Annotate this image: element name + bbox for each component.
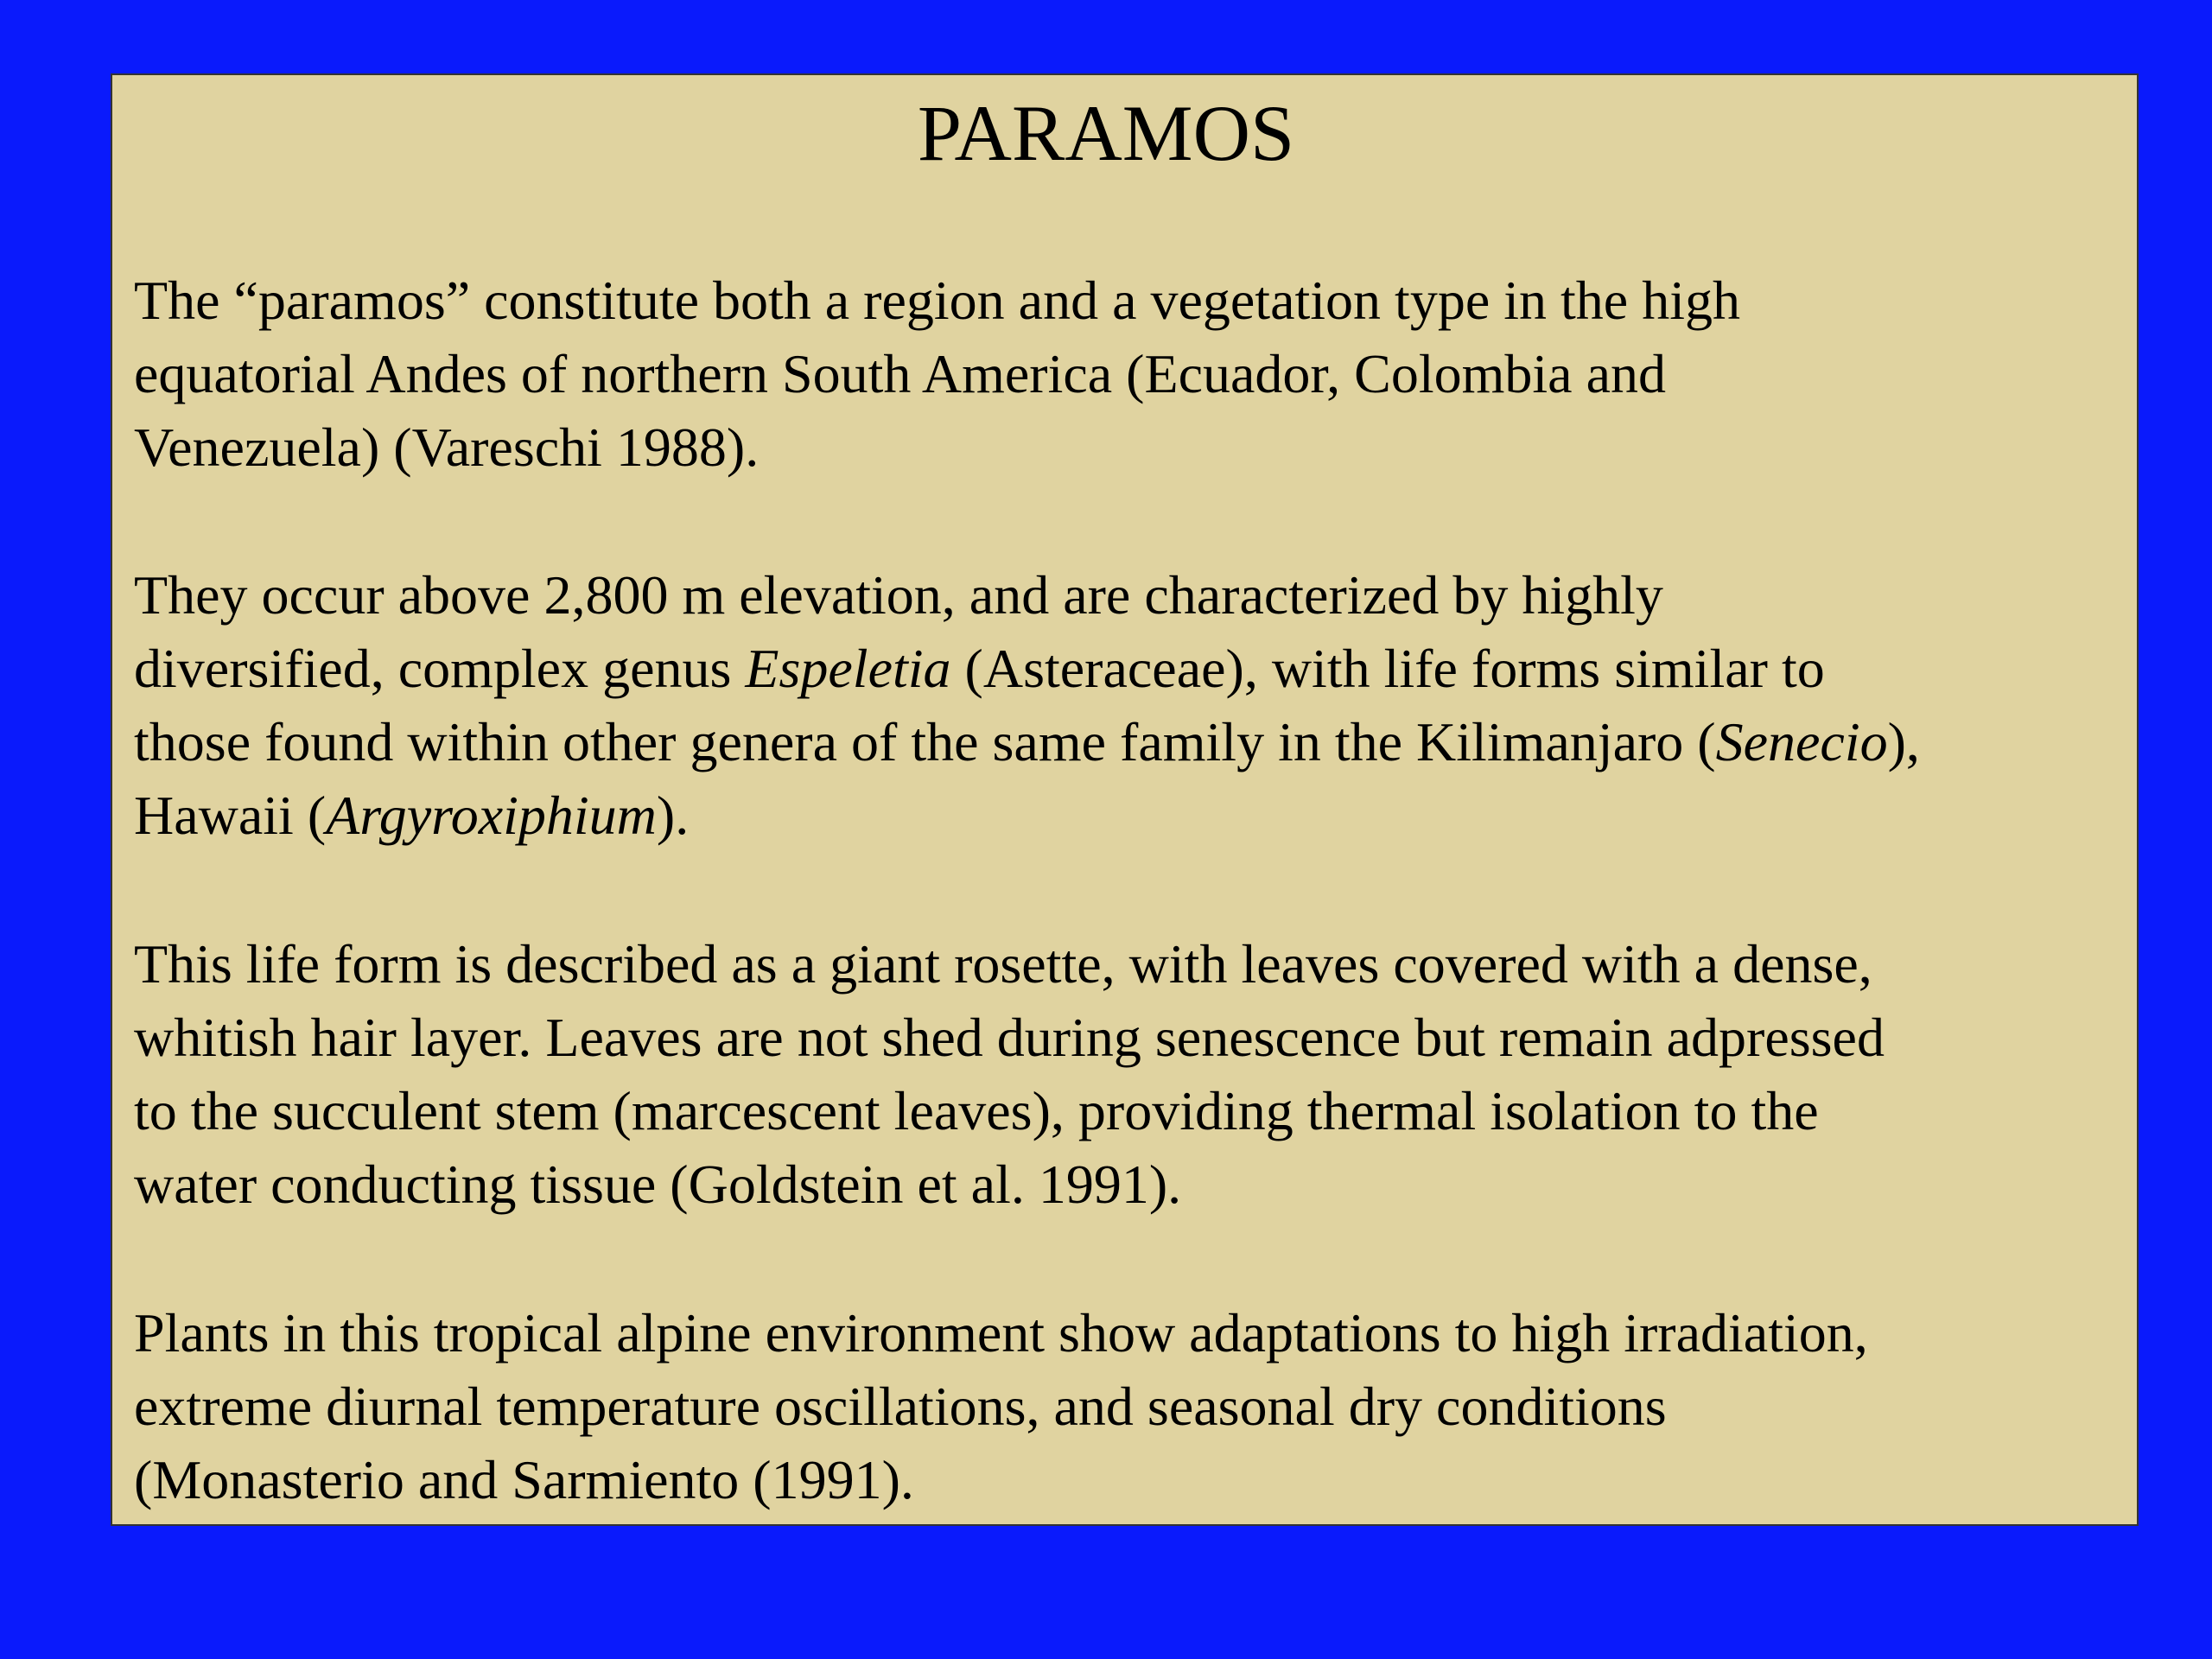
paragraph-life-form [134,927,2139,1221]
genus-name-senecio: Senecio [1715,711,1888,772]
text-run: (Asteraceae), with life forms similar to [950,638,1825,699]
paragraph-line [134,779,2139,852]
paragraph-line [134,705,2139,779]
paragraph-elevation [134,558,2139,852]
slide-title: PARAMOS [917,89,1295,177]
genus-name-espeletia: Espeletia [745,638,951,699]
paragraph-line: equatorial Andes of northern South America (Ecuador, Colombia and [134,343,1666,404]
paragraph-line: to the succulent stem (marcescent leaves), providing thermal isolation to the [134,1080,1819,1141]
text-run: ). [656,785,690,846]
paragraph-line [134,632,2139,705]
paragraph-line: extreme diurnal temperature oscillations, and seasonal dry conditions [134,1376,1667,1437]
paragraph-definition [134,264,2139,484]
paragraph-line: This life form is described as a giant rosette, with leaves covered with a dense, [134,933,1872,995]
paragraph-line: (Monasterio and Sarmiento (1991). [134,1449,914,1510]
paragraph-line: whitish hair layer. Leaves are not shed during senescence but remain adpressed [134,1007,1885,1068]
text-run: Hawaii ( [134,785,327,846]
text-run: diversified, complex genus [134,638,746,699]
paragraph-adaptations [134,1296,2139,1516]
paragraph-line: water conducting tissue (Goldstein et al. 1991). [134,1154,1182,1215]
paragraph-line: Venezuela) (Vareschi 1988). [134,416,760,478]
paragraph-line: Plants in this tropical alpine environment show adaptations to high irradiation, [134,1302,1868,1363]
paragraph-line: The “paramos” constitute both a region and a vegetation type in the high [134,270,1740,331]
text-run: those found within other genera of the same family in the Kilimanjaro ( [134,711,1716,772]
genus-name-argyroxiphium: Argyroxiphium [326,785,657,846]
text-run: ), [1887,711,1920,772]
paragraph-line: They occur above 2,800 m elevation, and are characterized by highly [134,564,1663,626]
